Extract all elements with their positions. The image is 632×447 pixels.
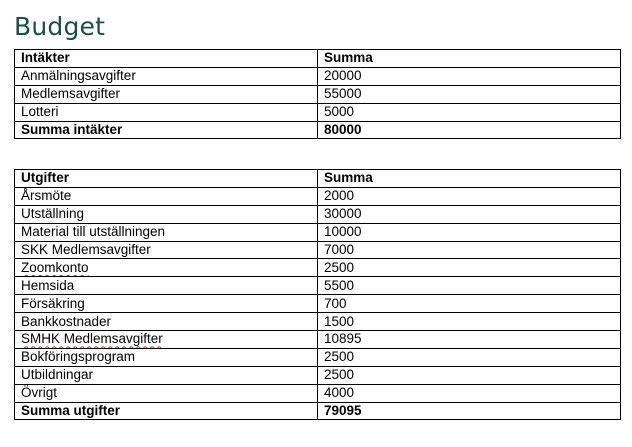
amount-cell: 10000 bbox=[318, 223, 621, 241]
item-cell: Hemsida bbox=[15, 277, 318, 295]
table-row bbox=[15, 187, 621, 205]
amount-cell: 2500 bbox=[318, 348, 621, 366]
expense-table bbox=[14, 169, 621, 420]
item-cell: Lotteri bbox=[15, 103, 318, 121]
amount-cell: 1500 bbox=[318, 313, 621, 331]
amount-cell: 20000 bbox=[318, 67, 621, 85]
income-table bbox=[14, 49, 621, 139]
header-cell: Summa bbox=[318, 170, 621, 188]
amount-cell: 2500 bbox=[318, 259, 621, 277]
item-cell: Övrigt bbox=[15, 384, 318, 402]
amount-cell: 700 bbox=[318, 295, 621, 313]
table-row bbox=[15, 313, 621, 331]
total-amount-cell: 80000 bbox=[318, 121, 621, 139]
item-cell bbox=[15, 331, 318, 349]
table-row bbox=[15, 259, 621, 277]
total-label-cell: Summa intäkter bbox=[15, 121, 318, 139]
item-cell: Medlemsavgifter bbox=[15, 85, 318, 103]
table-header-row bbox=[15, 170, 621, 188]
table-row bbox=[15, 205, 621, 223]
item-cell: Anmälningsavgifter bbox=[15, 67, 318, 85]
table-row bbox=[15, 223, 621, 241]
page-title: Budget bbox=[14, 12, 106, 41]
amount-cell: 2000 bbox=[318, 187, 621, 205]
header-cell: Summa bbox=[318, 50, 621, 68]
item-cell bbox=[15, 259, 318, 277]
amount-cell: 2500 bbox=[318, 366, 621, 384]
table-row bbox=[15, 366, 621, 384]
amount-cell: 7000 bbox=[318, 241, 621, 259]
table-row bbox=[15, 295, 621, 313]
total-row bbox=[15, 121, 621, 139]
item-cell: Årsmöte bbox=[15, 187, 318, 205]
amount-cell: 5000 bbox=[318, 103, 621, 121]
item-cell: Bokföringsprogram bbox=[15, 348, 318, 366]
table-row bbox=[15, 85, 621, 103]
amount-cell: 10895 bbox=[318, 331, 621, 349]
table-row bbox=[15, 331, 621, 349]
total-amount-cell: 79095 bbox=[318, 402, 621, 420]
amount-cell: 5500 bbox=[318, 277, 621, 295]
item-cell: Utställning bbox=[15, 205, 318, 223]
table-row bbox=[15, 348, 621, 366]
amount-cell: 55000 bbox=[318, 85, 621, 103]
table-row bbox=[15, 103, 621, 121]
amount-cell: 4000 bbox=[318, 384, 621, 402]
total-label-cell: Summa utgifter bbox=[15, 402, 318, 420]
table-row bbox=[15, 241, 621, 259]
header-cell: Utgifter bbox=[15, 170, 318, 188]
total-row bbox=[15, 402, 621, 420]
amount-cell: 30000 bbox=[318, 205, 621, 223]
item-cell: Material till utställningen bbox=[15, 223, 318, 241]
item-cell: Försäkring bbox=[15, 295, 318, 313]
table-row bbox=[15, 384, 621, 402]
table-row bbox=[15, 67, 621, 85]
item-cell: Bankkostnader bbox=[15, 313, 318, 331]
item-cell: Utbildningar bbox=[15, 366, 318, 384]
table-row bbox=[15, 277, 621, 295]
item-cell: SKK Medlemsavgifter bbox=[15, 241, 318, 259]
spellcheck-text: SMHK Medlemsavgifter bbox=[21, 331, 163, 347]
spellcheck-text: Zoomkonto bbox=[21, 259, 89, 275]
table-header-row bbox=[15, 50, 621, 68]
header-cell: Intäkter bbox=[15, 50, 318, 68]
